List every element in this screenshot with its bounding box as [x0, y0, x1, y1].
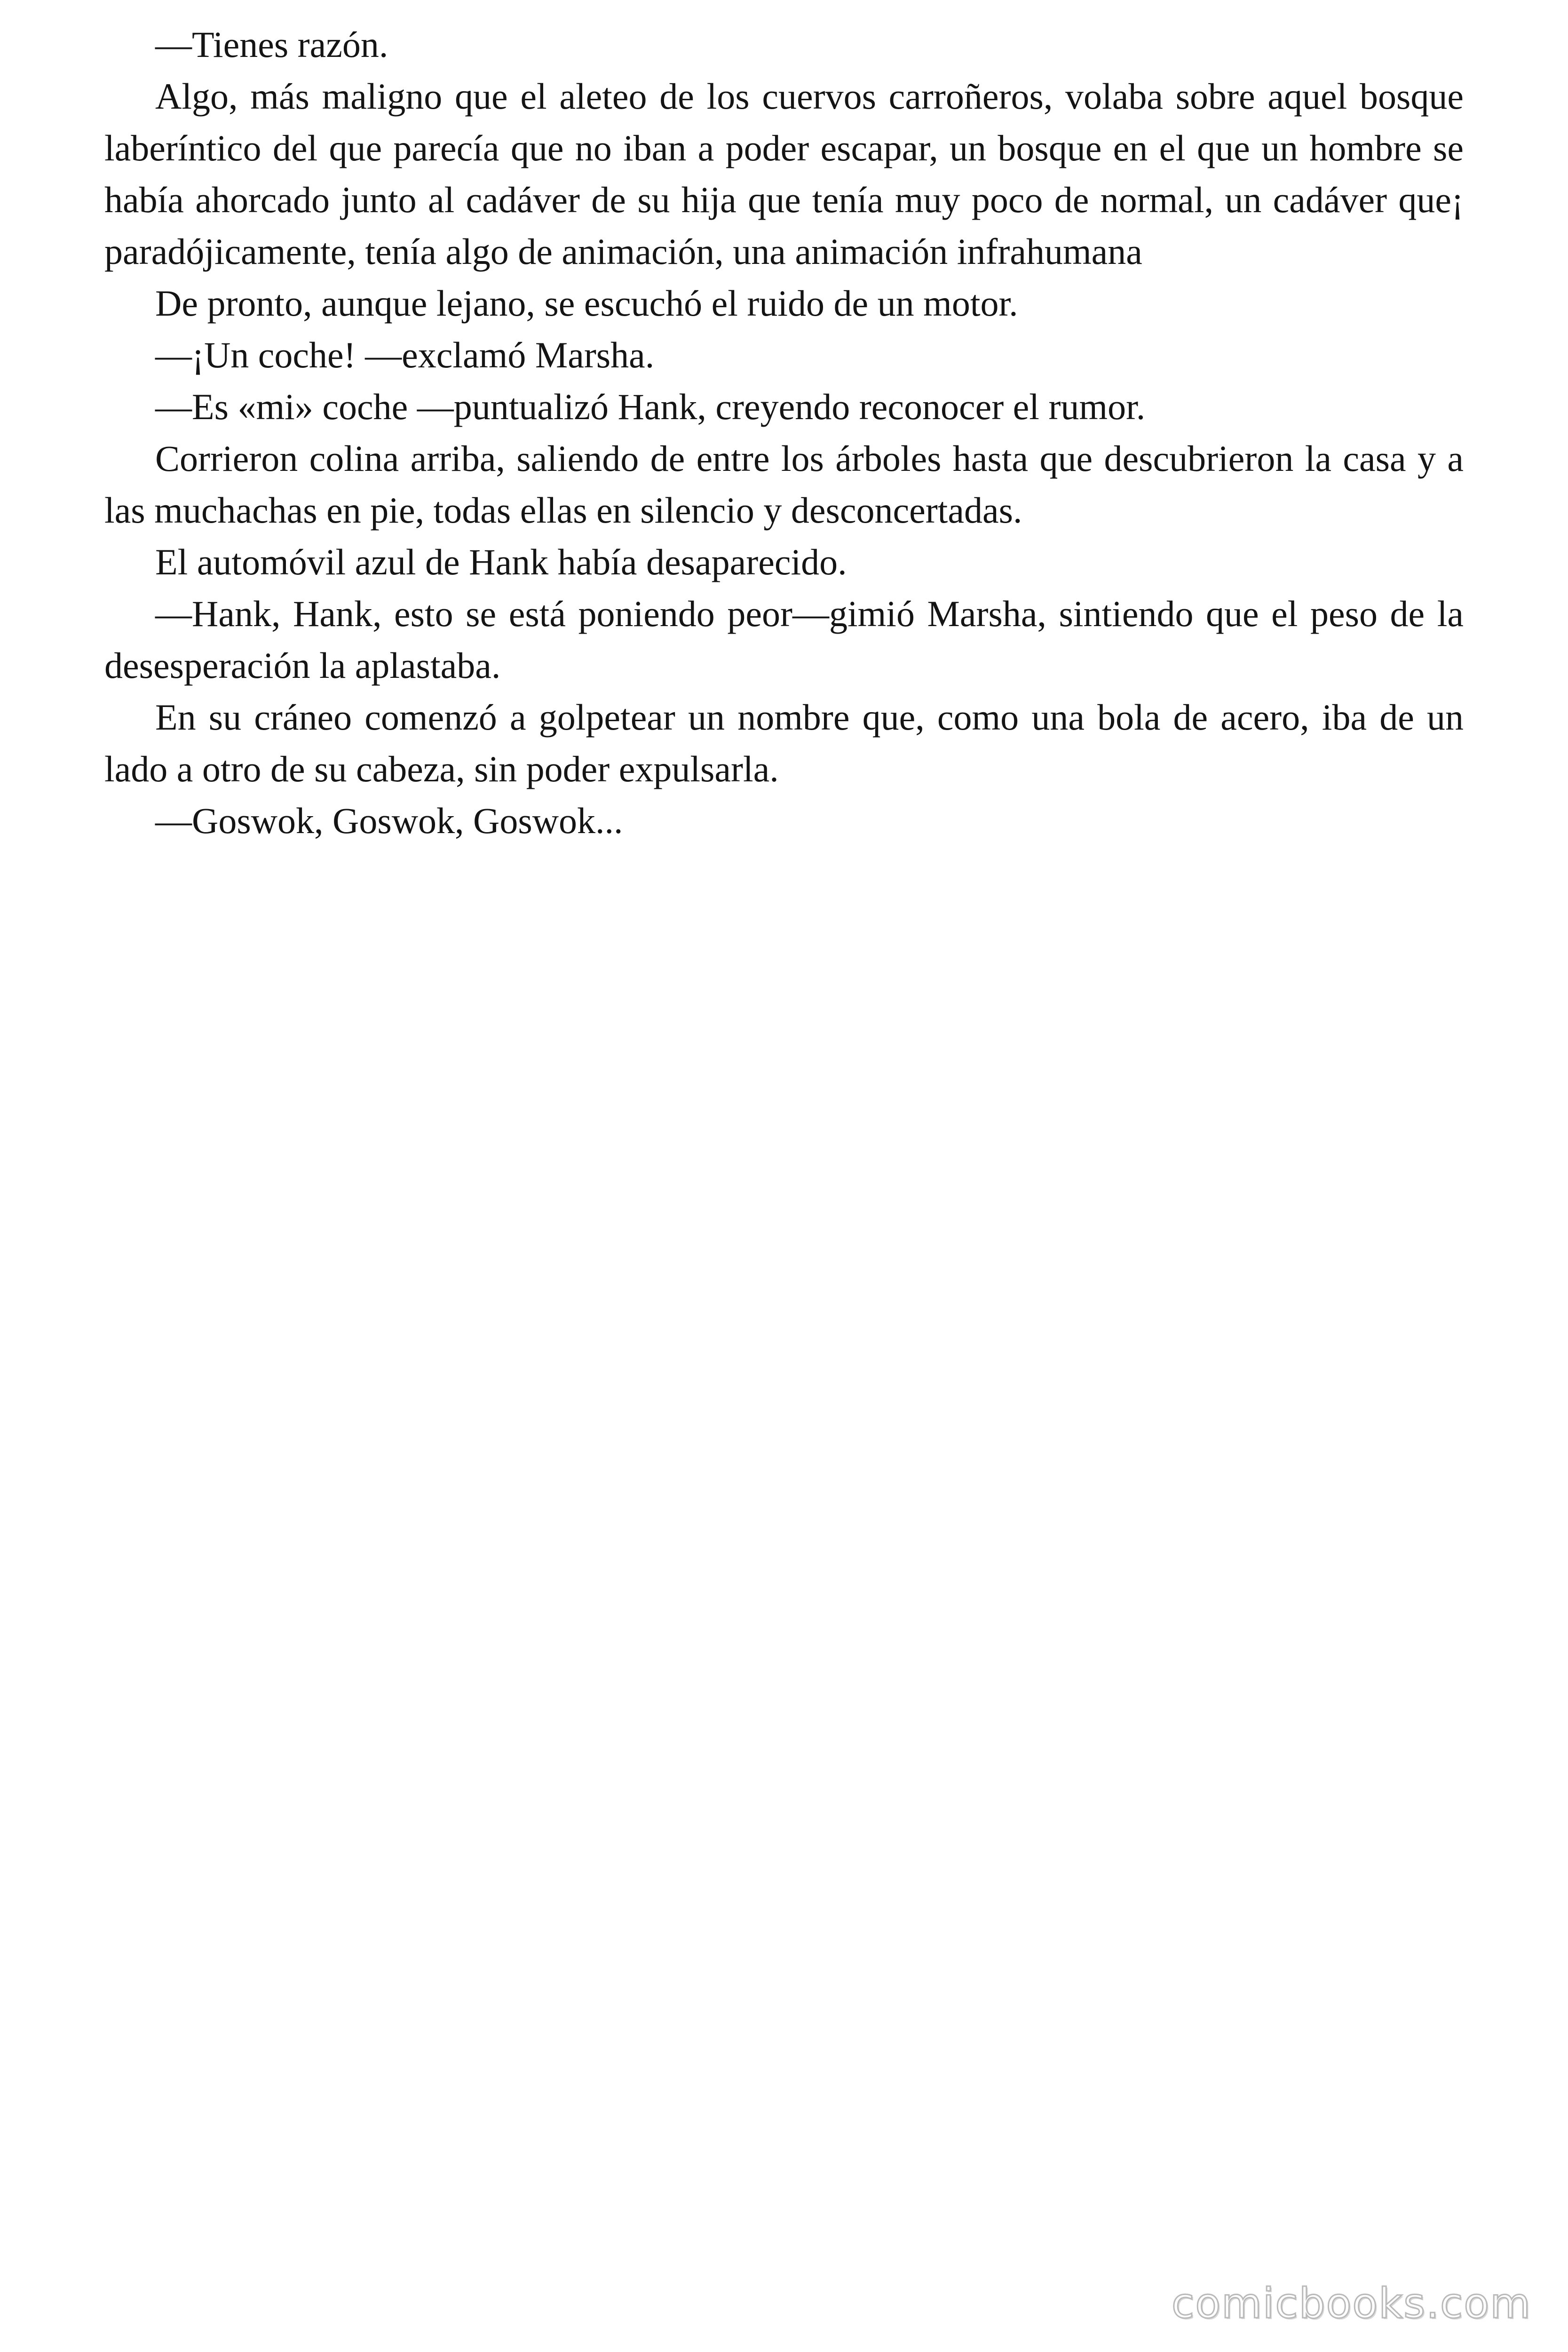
paragraph-1: —Tienes razón.: [155, 24, 388, 65]
paragraph-6: Corrieron colina arriba, saliendo de entre los árboles hasta que descubrieron la casa y a las muchachas en pie, todas ellas en silencio y desconcertadas.: [104, 438, 1464, 531]
paragraph-9: En su cráneo comenzó a golpetear un nombre que, como una bola de acero, iba de un lado a otro de su cabeza, sin poder expulsarla.: [104, 697, 1464, 789]
paragraph-2: Algo, más maligno que el aleteo de los cuervos carroñeros, volaba sobre aquel bosque laberíntico del que parecía que no iban a poder escapar, un bosque en el que un hombre se había ahorcado junto al cadáver de su hija que tenía muy poco de normal, un cadáver que¡ paradójicamente, tenía algo de animación, una animación infrahumana: [104, 76, 1464, 272]
document-page: [104, 19, 1464, 847]
paragraph-3: De pronto, aunque lejano, se escuchó el ruido de un motor.: [155, 283, 1018, 324]
paragraph-5: —Es «mi» coche —puntualizó Hank, creyendo reconocer el rumor.: [155, 386, 1146, 427]
site-watermark: comicbooks.com: [1171, 2279, 1531, 2328]
paragraph-7: El automóvil azul de Hank había desaparecido.: [155, 541, 847, 582]
paragraph-10: —Goswok, Goswok, Goswok...: [155, 800, 623, 841]
paragraph-8: —Hank, Hank, esto se está poniendo peor—gimió Marsha, sintiendo que el peso de la desesperación la aplastaba.: [104, 593, 1464, 686]
paragraph-4: —¡Un coche! —exclamó Marsha.: [155, 334, 655, 375]
